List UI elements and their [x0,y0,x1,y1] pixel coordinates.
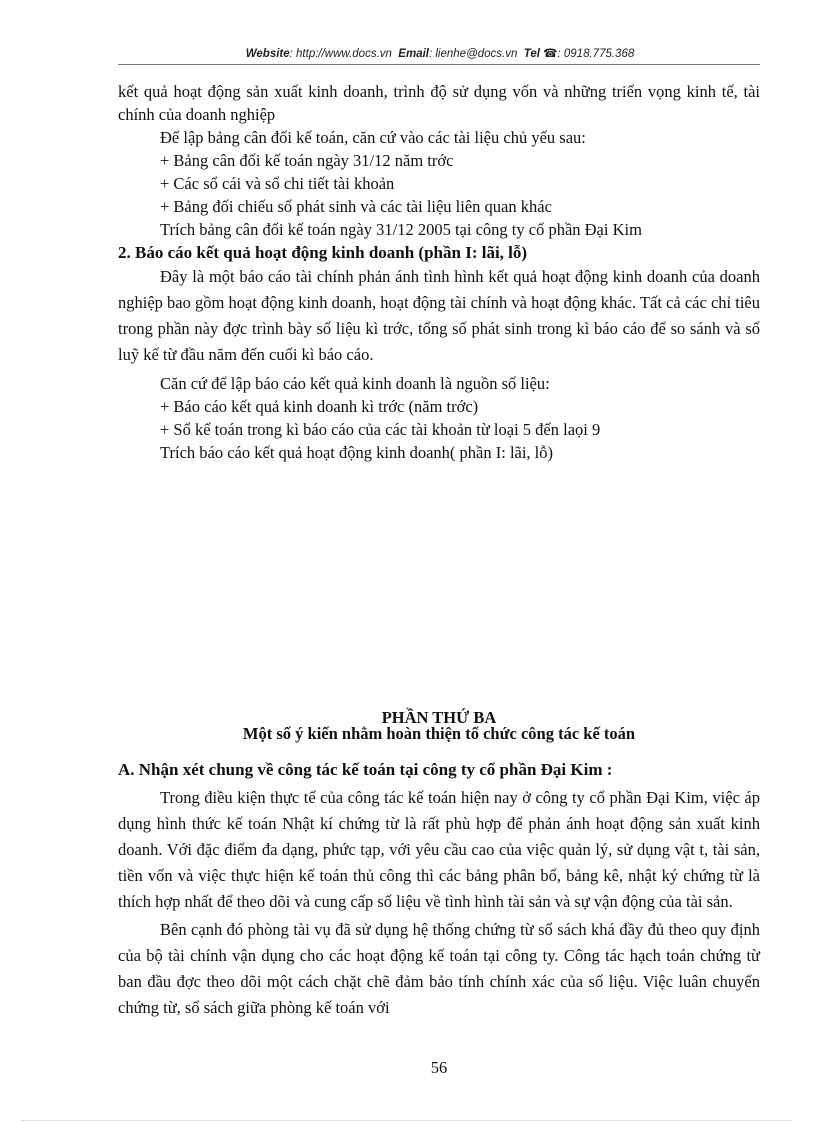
tel-value: : 0918.775.368 [557,48,635,60]
paragraph: Bên cạnh đó phòng tài vụ đã sử dụng hệ thống chứng từ sổ sách khá đầy đủ theo quy định của bộ tài chính vận dụng cho các hoạt động kế toán tại công ty. Công tác hạch toán chứng từ ban đầu đợc theo dõi một cách chặt chẽ đảm bảo tính chính xác của số liệu. Việc luân chuyển chứng từ, sổ sách giữa phòng kế toán với [118,920,760,1017]
part-subtitle: Một số ý kiến nhằm hoàn thiện tổ chức công tác kế toán [242,724,636,743]
paragraph: Đây là một báo cáo tài chính phản ánh tình hình kết quả hoạt động kinh doanh của doanh nghiệp bao gồm hoạt động kinh doanh, hoạt động tài chính và hoạt động khác. Tất cả các chỉ tiêu trong phần này đợc trình bày số liệu kì trớc, tổng số phát sinh trong kì báo cáo để so sánh và số luỹ kế từ đầu năm đến cuối kì báo cáo. [118,267,760,364]
tel-label: Tel [523,48,540,60]
phone-icon: ☎ [543,48,558,60]
list-item: + Bảng cân đối kế toán ngày 31/12 năm trớc [160,151,454,170]
part-title: PHẦN THỨ BA [381,708,497,727]
page-header [120,46,760,60]
list-item: + Báo cáo kết quả kinh doanh kì trớc (năm trớc) [160,397,479,416]
section-a [118,758,760,1021]
section-1 [118,80,760,464]
header-divider [118,64,760,65]
page-bottom-border [22,1120,792,1121]
page-number: 56 [430,1058,448,1077]
list-item: + Các sổ cái và sổ chi tiết tài khoản [160,174,395,193]
paragraph: kết quả hoạt động sản xuất kinh doanh, trình độ sử dụng vốn và những triển vọng kinh tế, tài chính của doanh nghiệp [118,82,760,124]
paragraph: Để lập bảng cân đối kế toán, căn cứ vào các tài liệu chủ yếu sau: [160,128,586,147]
email-label: Email [398,48,429,60]
list-item: + Bảng đối chiếu số phát sinh và các tài liệu liên quan khác [160,197,552,216]
list-item: + Sổ kế toán trong kì báo cáo của các tài khoản từ loại 5 đến laọi 9 [160,420,601,439]
paragraph: Trong điều kiện thực tế của công tác kế toán hiện nay ở công ty cổ phần Đại Kim, việc áp dụng hình thức kế toán Nhật kí chứng từ là rất phù hợp để phản ánh hoạt động sản xuất kinh doanh. Với đặc điểm đa dạng, phức tạp, với yêu cầu cao của việc quản lý, sử dụng vật t, tài sản, tiền vốn và việc thực hiện kế toán thủ công thì các bảng phân bổ, bảng kê, nhật ký chứng từ là thích hợp nhất để theo dõi và cung cấp số liệu về tình hình tài sản và sự vận động của tài sản. [118,788,760,911]
paragraph: Trích bảng cân đối kế toán ngày 31/12 2005 tại công ty cổ phần Đại Kim [160,220,642,239]
website-value: : http://www.docs.vn [289,48,392,60]
website-label: Website [245,48,290,60]
email-value: : lienhe@docs.vn [428,48,518,60]
paragraph: Căn cứ để lập báo cáo kết quả kinh doanh là nguồn số liệu: [160,374,550,393]
paragraph: Trích báo cáo kết quả hoạt động kinh doanh( phần I: lãi, lỗ) [160,443,554,462]
section-a-heading: A. Nhận xét chung về công tác kế toán tại công ty cổ phần Đại Kim : [118,760,613,779]
section-2-heading: 2. Báo cáo kết quả hoạt động kinh doanh (phần I: lãi, lỗ) [118,243,528,262]
